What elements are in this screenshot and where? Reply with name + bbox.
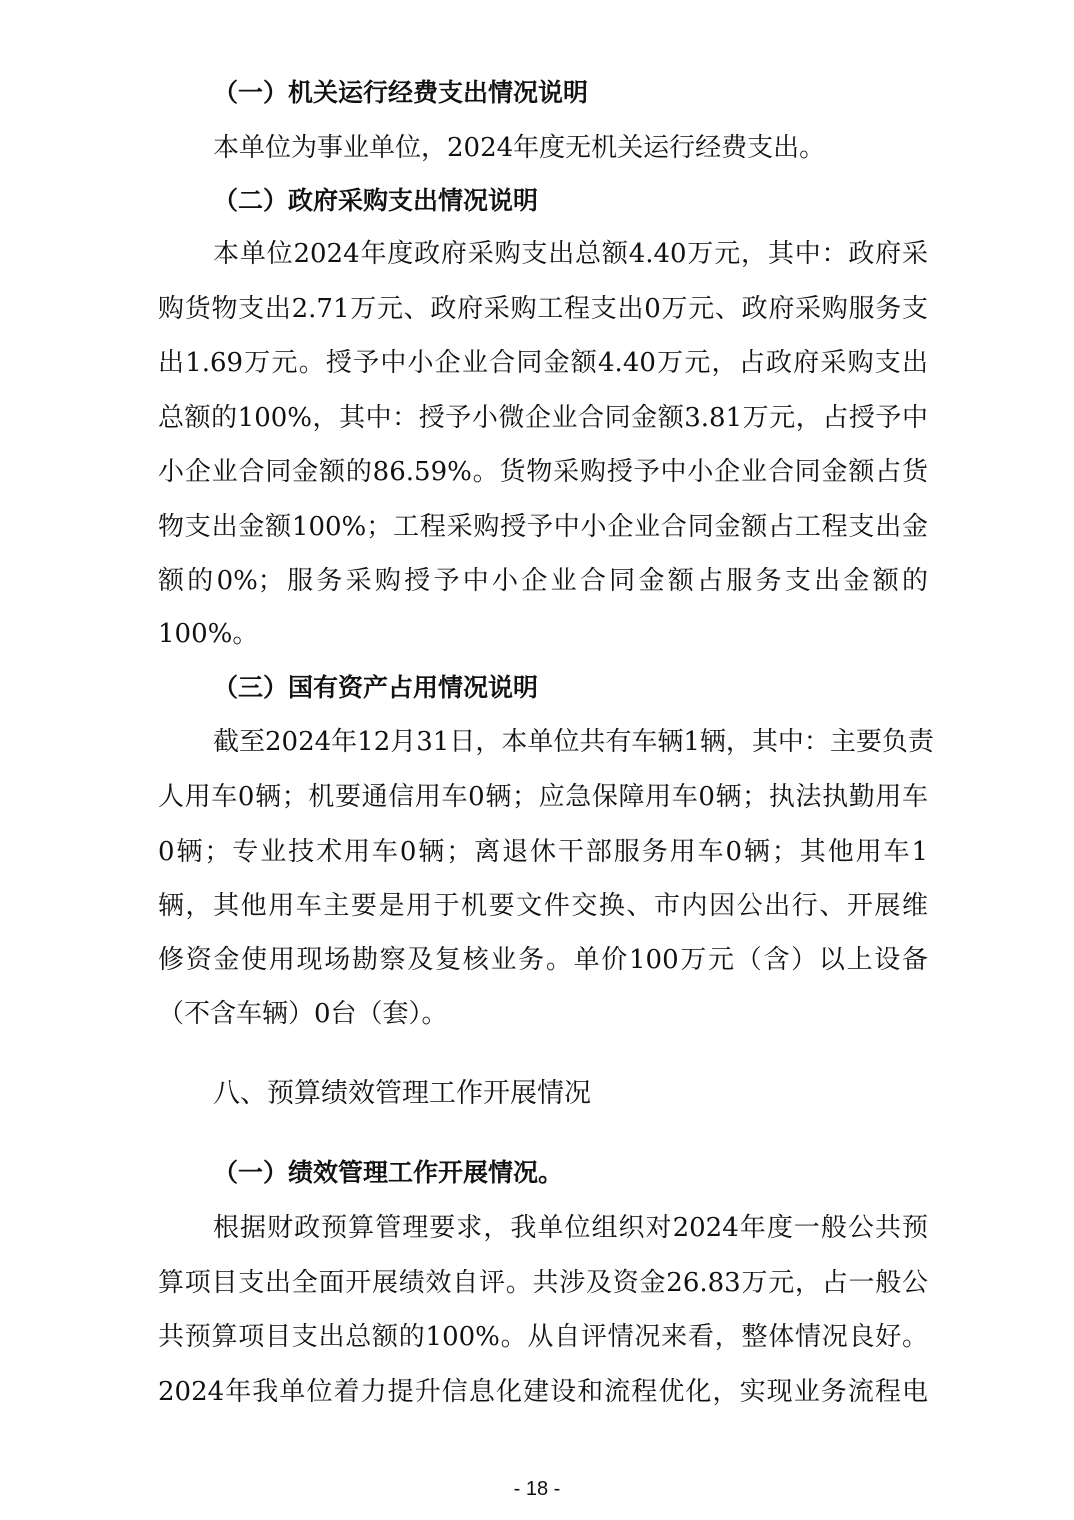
- paragraph-line: 100%。: [158, 619, 259, 649]
- paragraph-line: 物支出金额100%；工程采购授予中小企业合同金额占工程支出金: [158, 512, 928, 542]
- paragraph-line: 共预算项目支出总额的100%。从自评情况来看，整体情况良好。: [158, 1322, 928, 1352]
- paragraph-line: 本单位2024年度政府采购支出总额4.40万元，其中：政府采: [213, 239, 928, 269]
- section-heading: （一）绩效管理工作开展情况。: [213, 1158, 564, 1187]
- paragraph-line: 辆，其他用车主要是用于机要文件交换、市内因公出行、开展维: [158, 891, 928, 921]
- page-number: - 18 -: [513, 1478, 561, 1500]
- chapter-heading: 八、预算绩效管理工作开展情况: [213, 1078, 591, 1109]
- paragraph-line: 0辆；专业技术用车0辆；离退休干部服务用车0辆；其他用车1: [158, 837, 928, 867]
- paragraph-line: 额的0%；服务采购授予中小企业合同金额占服务支出金额的: [158, 566, 928, 596]
- section-heading: （一）机关运行经费支出情况说明: [213, 78, 589, 107]
- paragraph-line: 算项目支出全面开展绩效自评。共涉及资金26.83万元，占一般公: [158, 1268, 928, 1298]
- paragraph-line: 总额的100%，其中：授予小微企业合同金额3.81万元，占授予中: [158, 403, 928, 433]
- paragraph-line: 根据财政预算管理要求，我单位组织对2024年度一般公共预: [213, 1213, 928, 1243]
- paragraph-line: 本单位为事业单位，2024年度无机关运行经费支出。: [213, 133, 826, 163]
- paragraph-line: 截至2024年12月31日，本单位共有车辆1辆，其中：主要负责: [213, 727, 934, 757]
- paragraph-line: 2024年我单位着力提升信息化建设和流程优化，实现业务流程电: [158, 1377, 928, 1407]
- section-heading: （二）政府采购支出情况说明: [213, 186, 539, 215]
- paragraph-line: 出1.69万元。授予中小企业合同金额4.40万元，占政府采购支出: [158, 348, 928, 378]
- section-heading: （三）国有资产占用情况说明: [213, 673, 539, 702]
- paragraph-line: 修资金使用现场勘察及复核业务。单价100万元（含）以上设备: [158, 945, 928, 975]
- paragraph-line: 小企业合同金额的86.59%。货物采购授予中小企业合同金额占货: [158, 457, 928, 487]
- paragraph-line: 购货物支出2.71万元、政府采购工程支出0万元、政府采购服务支: [158, 294, 928, 324]
- paragraph-line: （不含车辆）0台（套）。: [158, 999, 448, 1029]
- paragraph-line: 人用车0辆；机要通信用车0辆；应急保障用车0辆；执法执勤用车: [158, 782, 928, 812]
